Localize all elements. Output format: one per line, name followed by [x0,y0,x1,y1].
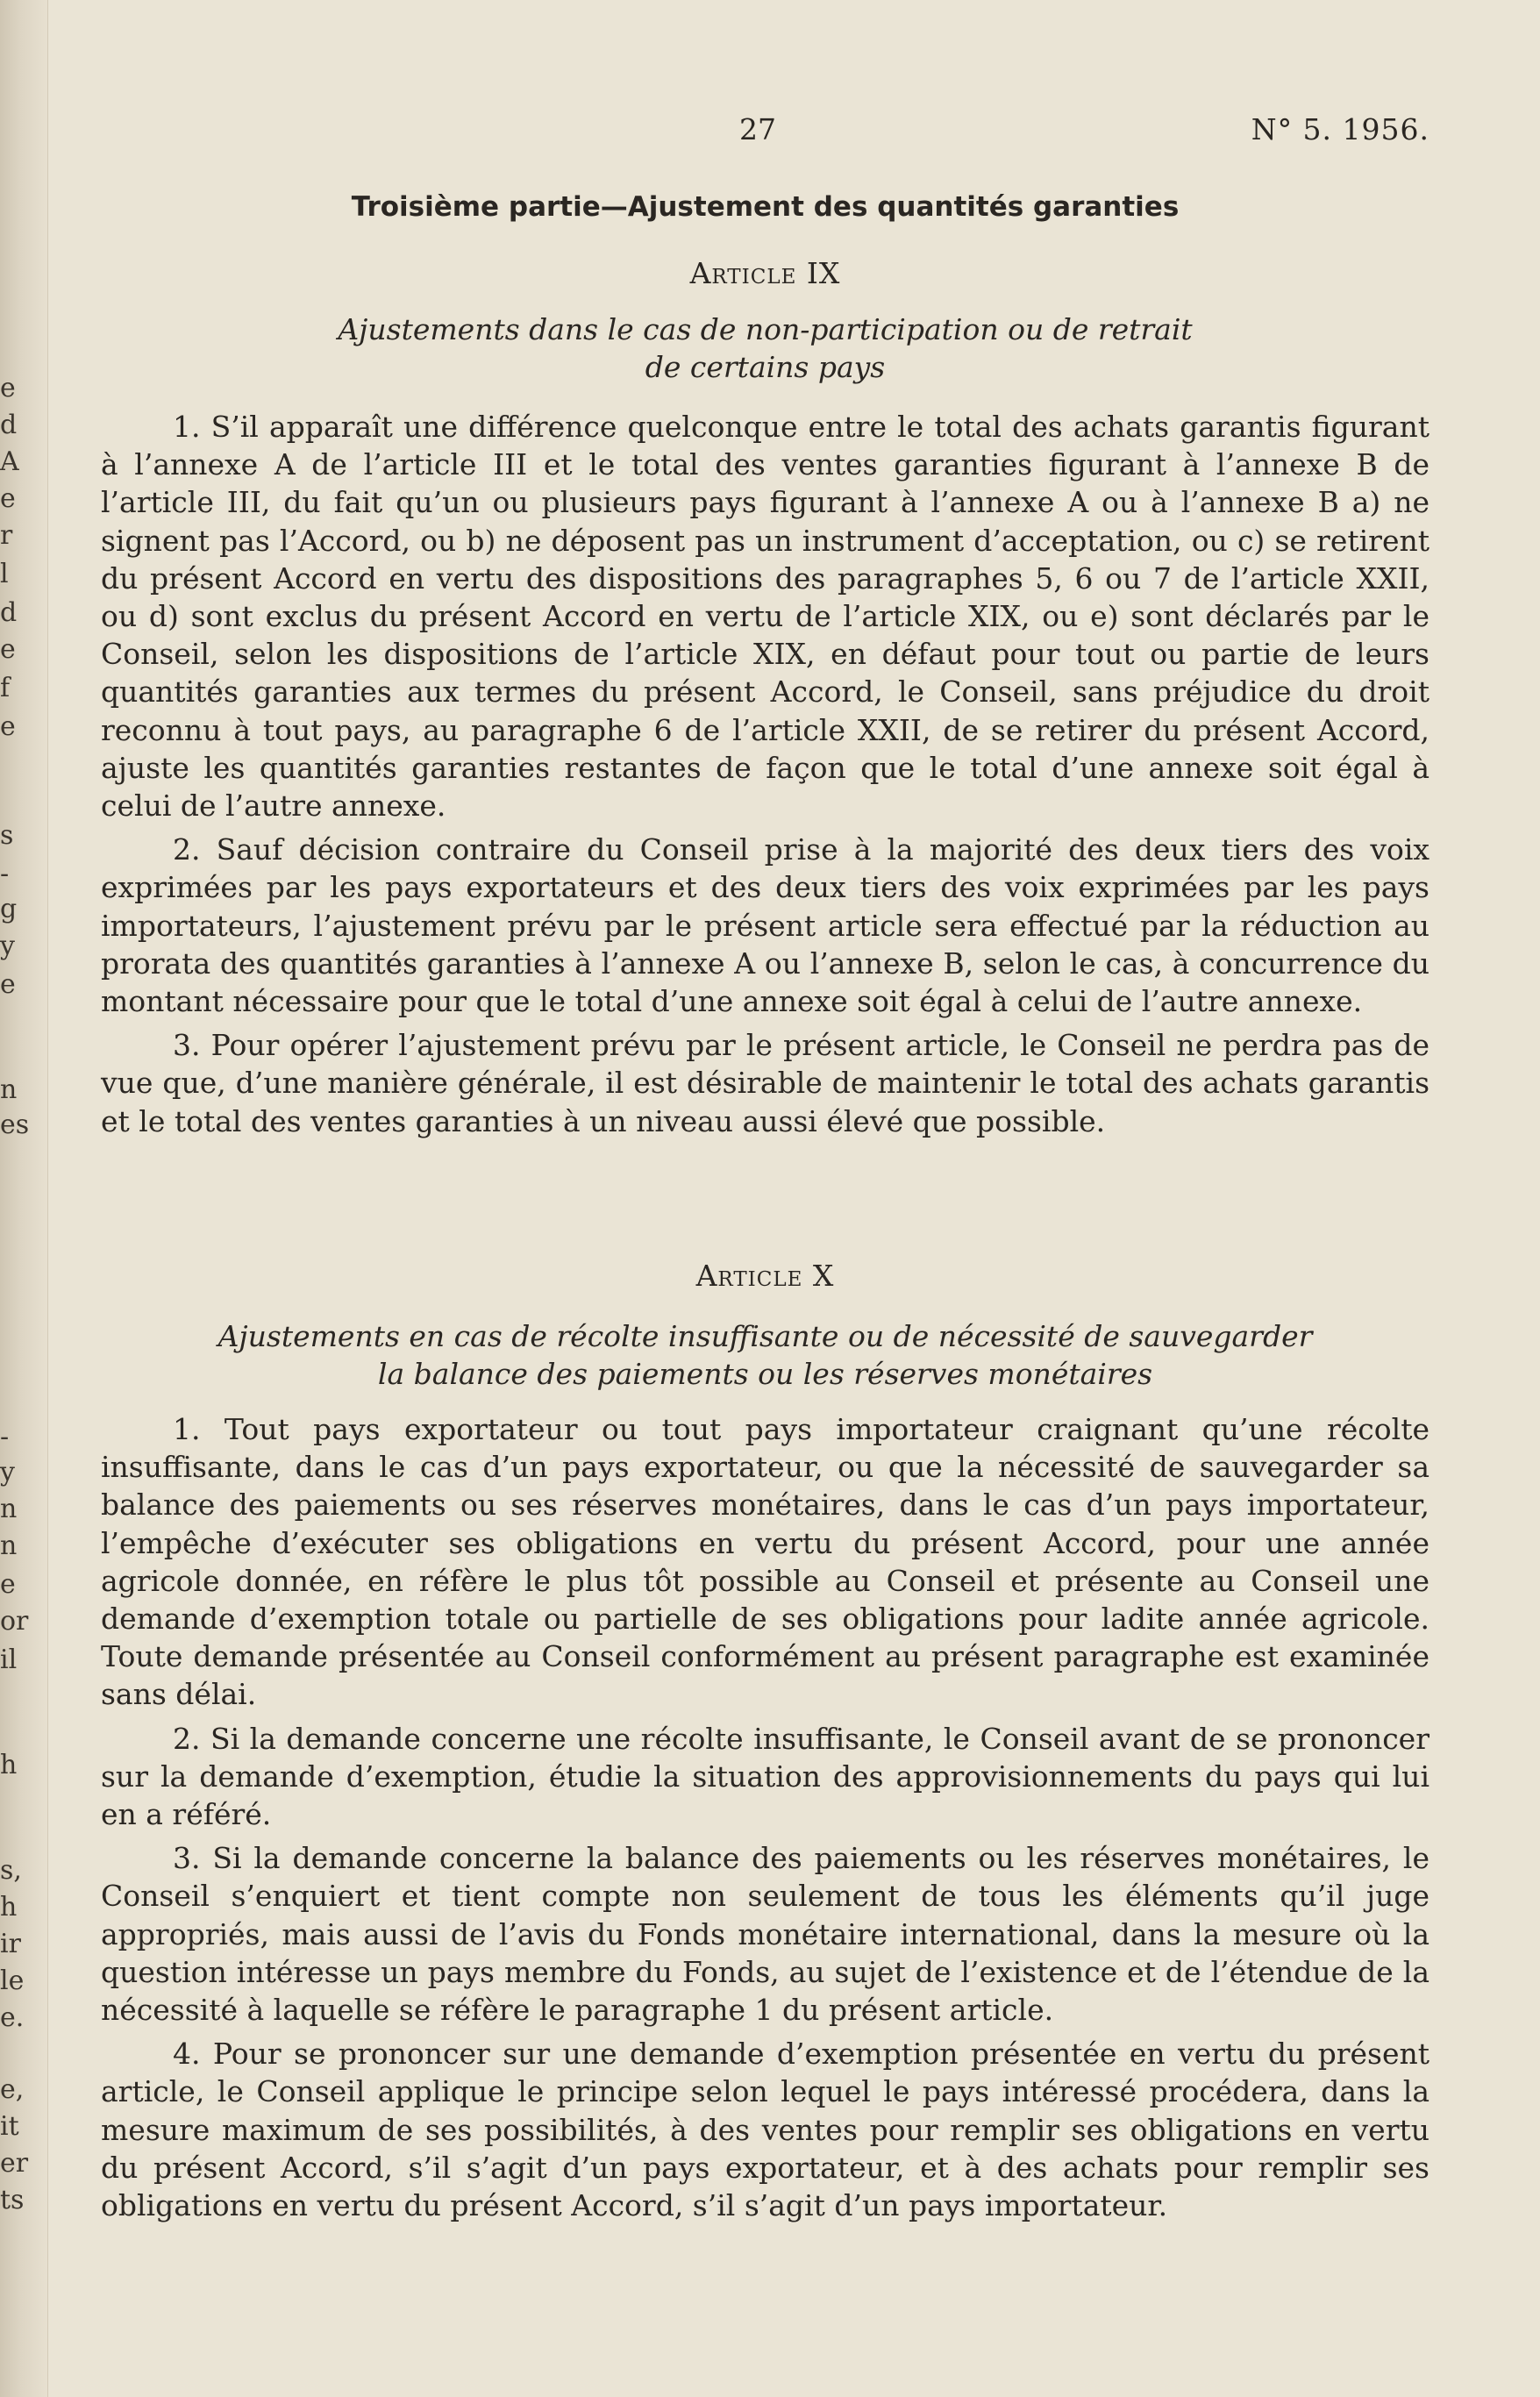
margin-fragment: - [0,1422,10,1452]
article-9-paragraph-2: 2. Sauf décision contraire du Conseil prise à la majorité des deux tiers des voix exprimées par les pays exportateurs et des deux tiers des voix exprimées par les pays importateurs, l’ajustement prévu par le présent article sera effectué par la réduction au prorata des quantités garanties à l’annexe A ou l’annexe B, selon le cas, à concurrence du montant nécessaire pour que le total d’une annexe soit égal à celui de l’autre annexe. [101,832,1429,1019]
article-10-paragraph-4: 4. Pour se prononcer sur une demande d’exemption présentée en vertu du présent article, le Conseil applique le principe selon lequel le pays intéressé procédera, dans la mesure maximum de ses possibilités, à des ventes pour remplir ses obligations en vertu du présent Accord, s’il s’agit d’un pays exportateur, et à des achats pour remplir ses obligations en vertu du présent Accord, s’il s’agit d’un pays importateur. [101,2037,1429,2223]
margin-fragment: e [0,969,16,1000]
page-number: 27 [739,112,776,146]
margin-fragment: - [0,859,10,889]
margin-fragment: d [0,410,18,440]
margin-fragment: e [0,483,16,514]
margin-fragment: y [0,1457,15,1487]
article-10-subtitle-line1: Ajustements en cas de récolte insuffisante ou de nécessité de sauvegarder [217,1319,1313,1353]
margin-fragment: n [0,1074,18,1105]
margin-fragment: s, [0,1855,22,1886]
margin-fragment: er [0,2148,29,2179]
margin-fragment: r [0,520,13,551]
article-10-paragraph-1: 1. Tout pays exportateur ou tout pays importateur craignant qu’une récolte insuffisante, dans le cas d’un pays exportateur, ou que la nécessité de sauvegarder sa balance des paiements ou ses réserves monétaires, dans le cas d’un pays importateur, l’empêche d’exécuter ses obligations en vertu du présent Accord, pour une année agricole donnée, en réfère le plus tôt possible au Conseil et présente au Conseil une demande d’exemption totale ou partielle de ses obligations pour ladite année agricole. Toute demande présentée au Conseil conformément au présent paragraphe est examinée sans délai. [101,1412,1429,1712]
article-9-subtitle-line2: de certains pays [645,350,886,384]
margin-fragment: h [0,1750,18,1780]
margin-fragment: e. [0,2002,25,2033]
margin-fragment: e, [0,2074,25,2105]
margin-fragment: h [0,1892,18,1923]
article-10-paragraph-3: 3. Si la demande concerne la balance des paiements ou les réserves monétaires, le Conseil s’enquiert et tient compte non seulement de tous les éléments qu’il juge appropriés, mais aussi de l’avis du Fonds monétaire international, dans la mesure où la question intéresse un pays membre du Fonds, au sujet de l’existence et de l’étendue de la nécessité à laquelle se réfère le paragraphe 1 du présent article. [101,1841,1429,2028]
article-9-paragraph-3: 3. Pour opérer l’ajustement prévu par le présent article, le Conseil ne perdra pas de vue que, d’une manière générale, il est désirable de maintenir le total des achats garantis et le total des ventes garanties à un niveau aussi élevé que possible. [101,1028,1429,1138]
article-10-paragraph-2: 2. Si la demande concerne une récolte insuffisante, le Conseil avant de se prononcer sur la demande d’exemption, étudie la situation des approvisionnements du pays qui lui en a référé. [101,1721,1429,1832]
margin-fragment: g [0,894,18,924]
article-9-heading: Article IX [689,256,841,290]
article-9-subtitle-line1: Ajustements dans le cas de non-participation ou de retrait [338,312,1193,346]
article-10-subtitle-line2: la balance des paiements ou les réserves monétaires [377,1357,1153,1391]
margin-fragment: le [0,1965,25,1996]
margin-fragment: e [0,634,16,665]
part-title: Troisième partie—Ajustement des quantités garanties [351,191,1180,223]
binding-gutter [0,0,48,2397]
article-9-body [101,408,1429,1146]
margin-fragment: d [0,597,18,628]
margin-fragment: f [0,673,11,703]
document-number: N° 5. 1956. [1251,112,1429,146]
margin-fragment: ir [0,1929,21,1959]
margin-fragment: A [0,446,19,477]
article-10-subtitle [101,1317,1429,1393]
margin-fragment: e [0,711,16,742]
margin-fragment: or [0,1606,29,1637]
article-10-heading: Article X [695,1259,835,1293]
margin-fragment: il [0,1644,18,1675]
margin-fragment: it [0,2111,19,2142]
article-9-paragraph-1: 1. S’il apparaît une différence quelconque entre le total des achats garantis figurant à l’annexe A de l’article III et le total des ventes garanties figurant à l’annexe B de l’article III, du fait qu’un ou plusieurs pays figurant à l’annexe A ou à l’annexe B a) ne signent pas l’Accord, ou b) ne déposent pas un instrument d’acceptation, ou c) se retirent du présent Accord en vertu des dispositions des paragraphes 5, 6 ou 7 de l’article XXII, ou d) sont exclus du présent Accord en vertu de l’article XIX, ou e) sont déclarés par le Conseil, selon les dispositions de l’article XIX, en défaut pour tout ou partie de leurs quantités garanties aux termes du présent Accord, le Conseil, sans préjudice du droit reconnu à tout pays, au paragraphe 6 de l’article XXII, de se retirer du présent Accord, ajuste les quantités garanties restantes de façon que le total d’une annexe soit égal à celui de l’autre annexe. [101,410,1429,824]
margin-fragment: ts [0,2185,25,2215]
running-head [101,112,1429,151]
margin-fragment: n [0,1530,18,1561]
article-10-body [101,1410,1429,2230]
margin-fragment: n [0,1494,18,1524]
margin-fragment: e [0,1569,16,1600]
margin-fragment: y [0,931,15,961]
margin-fragment: es [0,1109,30,1140]
margin-fragment: s [0,820,14,851]
article-9-subtitle [101,310,1429,386]
margin-fragment: e [0,373,16,403]
margin-fragment: l [0,559,9,589]
